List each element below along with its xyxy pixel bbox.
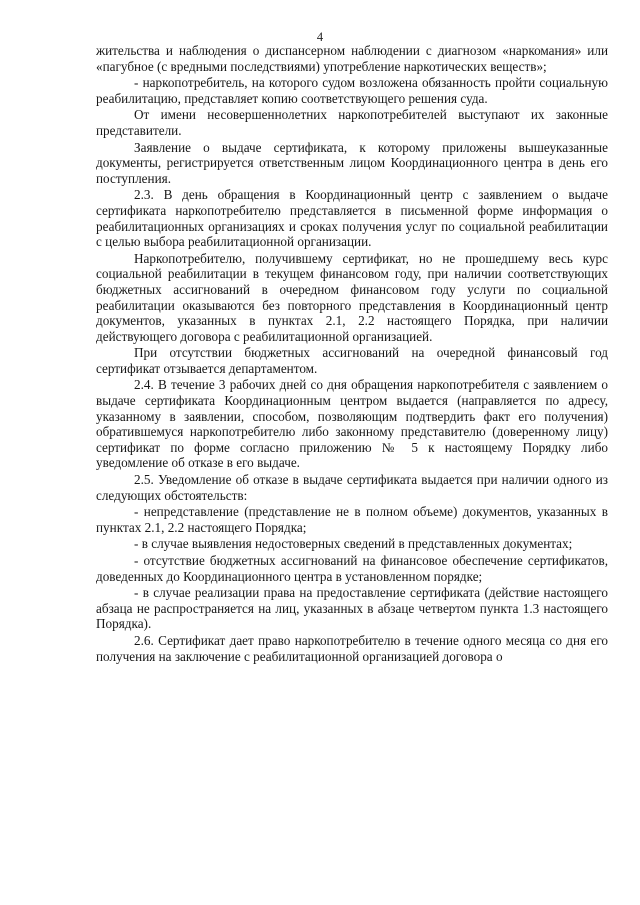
list-item: - в случае выявления недостоверных сведений в представленных документах; [134,536,573,552]
paragraph: Заявление о выдаче сертификата, к которому приложены вышеуказанные документы, регистрируется ответственным лицом Координационного центра в день его поступления. [96,139,608,186]
paragraph: Наркопотребителю, получившему сертификат, но не прошедшему весь курс социальной реабилитации в текущем финансовом году, при наличии соответствующих бюджетных ассигнований в очередном финансовом году услуги по социальной реабилитации оказываются без повторного представления в Координационный центр документов, указанных в пунктах 2.1, 2.2 настоящего Порядка, при наличии действующего договора с реабилитационной организацией. [96,250,608,344]
list-item: - отсутствие бюджетных ассигнований на финансовое обеспечение сертификатов, доведенных до Координационного центра в установленном порядке; [96,553,608,584]
paragraph: - наркопотребитель, на которого судом возложена обязанность пройти социальную реабилитацию, представляет копию соответствующего решения суда. [96,75,608,106]
paragraph: 2.4. В течение 3 рабочих дней со дня обращения наркопотребителя с заявлением о выдаче сертификата Координационным центром выдается (направляется по адресу, указанному в заявлении, способом, позволяющим подтвердить факт его получения) обратившемуся наркопотребителю либо законному представителю (доверенному лицу) сертификат по форме согласно приложению № 5 к настоящему Порядку либо уведомление об отказе в его выдаче. [96,377,608,471]
list-item: - непредставление (представление не в полном объеме) документов, указанных в пунктах 2.1, 2.2 настоящего Порядка; [96,504,608,535]
document-body [96,43,608,665]
paragraph: От имени несовершеннолетних наркопотребителей выступают их законные представители. [96,107,608,138]
paragraph: 2.6. Сертификат дает право наркопотребителю в течение одного месяца со дня его получения на заключение с реабилитационной организацией договора о [96,632,608,664]
paragraph: 2.3. В день обращения в Координационный центр с заявлением о выдаче сертификата наркопотребителю представляется в письменной форме информация о реабилитационных организациях и сроках получения услуг по социальной реабилитации с целью выбора реабилитационной организации. [96,187,608,250]
paragraph: жительства и наблюдения о диспансерном наблюдении с диагнозом «наркомания» или «пагубное (с вредными последствиями) употребление наркотических веществ»; [96,43,608,74]
page-number: 4 [316,30,324,44]
list-item: - в случае реализации права на предоставление сертификата (действие настоящего абзаца не распространяется на лиц, указанных в абзаце четвертом пункта 1.3 настоящего Порядка). [96,585,608,632]
paragraph: При отсутствии бюджетных ассигнований на очередной финансовый год сертификат отзывается департаментом. [96,345,608,376]
paragraph: 2.5. Уведомление об отказе в выдаче сертификата выдается при наличии одного из следующих обстоятельств: [96,472,608,503]
